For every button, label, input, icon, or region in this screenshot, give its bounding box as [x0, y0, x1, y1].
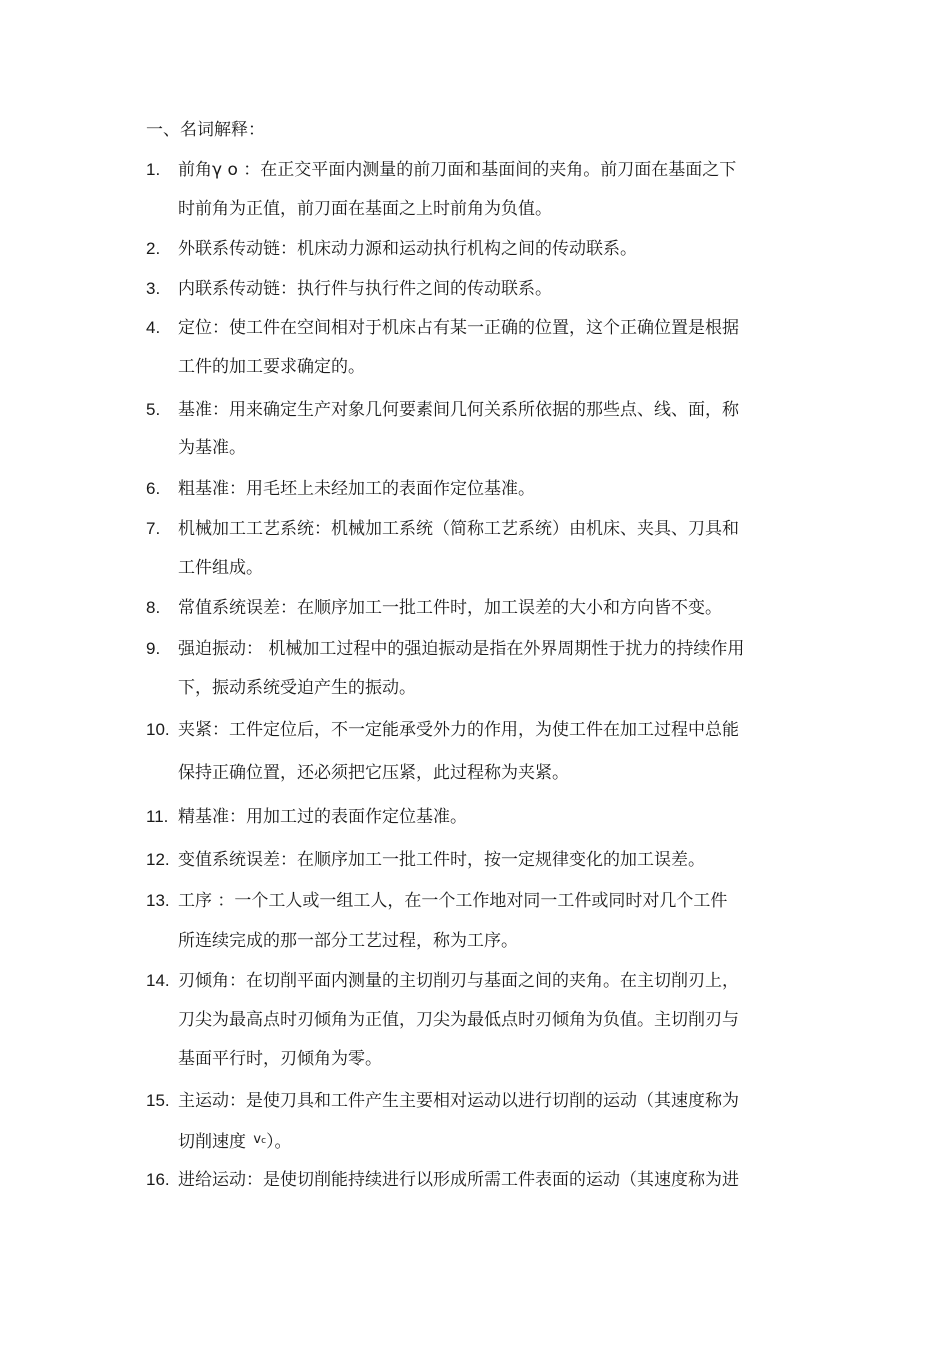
item-text-segment: 切削速度	[178, 1132, 252, 1152]
item-number: 5.	[146, 400, 161, 419]
item-text-line: 为基准。	[178, 438, 246, 458]
item-text-line: 基准：用来确定生产对象几何要素间几何关系所依据的那些点、线、面，称	[178, 400, 739, 420]
item-number: 10.	[146, 720, 170, 739]
item-text-line: 工件组成。	[178, 558, 263, 578]
item-number: 12.	[146, 850, 170, 869]
item-text-line: 粗基准：用毛坯上未经加工的表面作定位基准。	[178, 479, 535, 499]
item-number: 13.	[146, 891, 170, 910]
item-number: 6.	[146, 479, 161, 498]
symbol-main: v	[253, 1132, 262, 1147]
item-number: 8.	[146, 598, 161, 617]
item-text-line: 强迫振动： 机械加工过程中的强迫振动是指在外界周期性于扰力的持续作用	[178, 639, 745, 659]
cutting-speed-symbol	[253, 1132, 266, 1147]
item-number: 3.	[146, 279, 161, 298]
item-number: 11.	[146, 807, 169, 826]
item-text-line: 内联系传动链：执行件与执行件之间的传动联系。	[178, 279, 552, 299]
item-number: 4.	[146, 318, 161, 337]
item-text-line: 定位：使工件在空间相对于机床占有某一正确的位置，这个正确位置是根据	[178, 318, 739, 338]
symbol-subscript: c	[261, 1136, 267, 1146]
item-text-line: 前角γ o ：在正交平面内测量的前刀面和基面间的夹角。前刀面在基面之下	[178, 160, 737, 180]
item-text-line: 下，振动系统受迫产生的振动。	[178, 678, 416, 698]
item-number: 16.	[146, 1170, 170, 1189]
item-number: 14.	[146, 971, 170, 990]
item-text-segment: ）。	[266, 1132, 292, 1152]
item-text-line: 常值系统误差：在顺序加工一批工件时，加工误差的大小和方向皆不变。	[178, 598, 722, 618]
item-number: 9.	[146, 639, 161, 658]
item-number: 2.	[146, 239, 161, 258]
item-number: 7.	[146, 519, 161, 538]
item-text-line: 夹紧：工件定位后，不一定能承受外力的作用，为使工件在加工过程中总能	[178, 720, 739, 740]
item-text-line: 机械加工工艺系统：机械加工系统（简称工艺系统）由机床、夹具、刀具和	[178, 519, 739, 539]
item-text-line	[178, 1128, 292, 1154]
item-text-line: 基面平行时，刃倾角为零。	[178, 1049, 382, 1069]
item-text-line: 刀尖为最高点时刃倾角为正值，刀尖为最低点时刃倾角为负值。主切削刃与	[178, 1010, 739, 1030]
item-text-line: 所连续完成的那一部分工艺过程，称为工序。	[178, 931, 518, 951]
item-number: 15.	[146, 1091, 170, 1110]
section-title: 一、名词解释：	[146, 120, 265, 140]
item-text-line: 工件的加工要求确定的。	[178, 357, 365, 377]
item-text-line: 保持正确位置，还必须把它压紧，此过程称为夹紧。	[178, 763, 569, 783]
item-text-line: 精基准：用加工过的表面作定位基准。	[178, 807, 467, 827]
item-text-line: 刃倾角：在切削平面内测量的主切削刃与基面之间的夹角。在主切削刃上，	[178, 971, 739, 991]
item-text-line: 变值系统误差：在顺序加工一批工件时，按一定规律变化的加工误差。	[178, 850, 705, 870]
item-text-line: 工序 ：一个工人或一组工人，在一个工作地对同一工件或同时对几个工件	[178, 891, 728, 911]
item-number: 1.	[146, 160, 161, 179]
item-text-line: 外联系传动链：机床动力源和运动执行机构之间的传动联系。	[178, 239, 637, 259]
item-text-line: 进给运动：是使切削能持续进行以形成所需工件表面的运动（其速度称为进	[178, 1170, 739, 1190]
item-text-line: 主运动：是使刀具和工件产生主要相对运动以进行切削的运动（其速度称为	[178, 1091, 739, 1111]
item-text-line: 时前角为正值，前刀面在基面之上时前角为负值。	[178, 199, 552, 219]
